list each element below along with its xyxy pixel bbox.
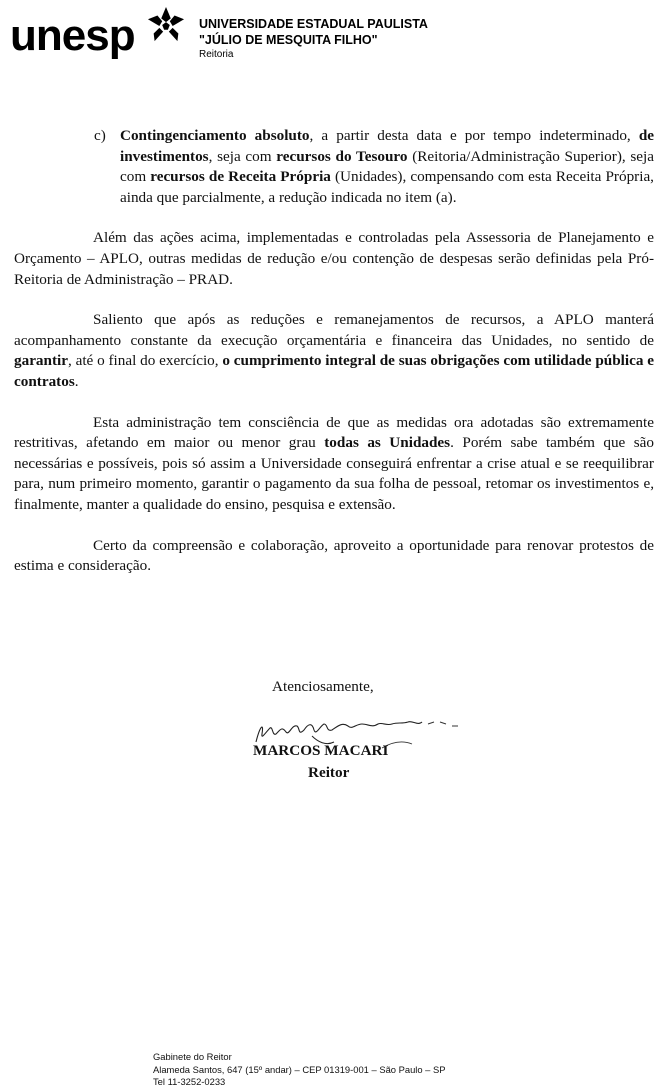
institution-name (199, 16, 428, 62)
unesp-star-icon (147, 6, 185, 44)
list-marker: c) (94, 127, 106, 144)
signer-name: MARCOS MACARI (253, 742, 389, 759)
paragraph-3: Esta administração tem consciência de que as medidas ora adotadas são extremamente restritivas, afetando em maior ou menor grau todas as Unidades. Porém sabe também que são necessárias e possíveis, pois só assim a Universidade conseguirá enfrentar a crise atual e se reequilibrar para, num primeiro momento, garantir o pagamento da sua folha de pessoal, retomar os investimentos e, finalmente, manter a qualidade do ensino, pesquisa e extensão. (14, 413, 655, 513)
footer-line-2: Alameda Santos, 647 (15º andar) – CEP 01319-001 – São Paulo – SP (153, 1063, 446, 1075)
institution-line-2: "JÚLIO DE MESQUITA FILHO" (199, 33, 378, 47)
footer-address (153, 1051, 446, 1089)
signer-role: Reitor (308, 764, 350, 781)
unesp-logo-text: unesp (10, 11, 135, 60)
paragraph-4: Certo da compreensão e colaboração, aproveito a oportunidade para renovar protestos de estima e consideração. (14, 536, 654, 575)
paragraph-1: Além das ações acima, implementadas e controladas pela Assessoria de Planejamento e Orçamento – APLO, outras medidas de redução e/ou contenção de despesas serão definidas pela Pró-Reitoria de Administração – PRAD. (14, 229, 654, 288)
list-item-c: c) Contingenciamento absoluto, a partir desta data e por tempo indeterminado, de investimentos, seja com recursos do Tesouro (Reitoria/Administração Superior), seja com recursos de Receita Própria (Unidades), compensando com esta Receita Própria, ainda que parcialmente, a redução indicada no item (a). (94, 127, 654, 206)
institution-line-3: Reitoria (199, 49, 234, 60)
footer-line-3: Tel 11-3252-0233 (153, 1076, 226, 1087)
letter-body (14, 126, 654, 577)
signer-block (253, 740, 388, 784)
paragraph-2: Saliento que após as reduções e remanejamentos de recursos, a APLO manterá acompanhamento constante da execução orçamentária e financeira das Unidades, no sentido de garantir, até o final do exercício, o cumprimento integral de suas obrigações com utilidade pública e contratos. (14, 311, 654, 390)
institution-line-1: UNIVERSIDADE ESTADUAL PAULISTA (199, 17, 428, 31)
footer-line-1: Gabinete do Reitor (153, 1051, 232, 1062)
closing-salutation: Atenciosamente, (272, 678, 374, 695)
letterhead (0, 0, 660, 70)
